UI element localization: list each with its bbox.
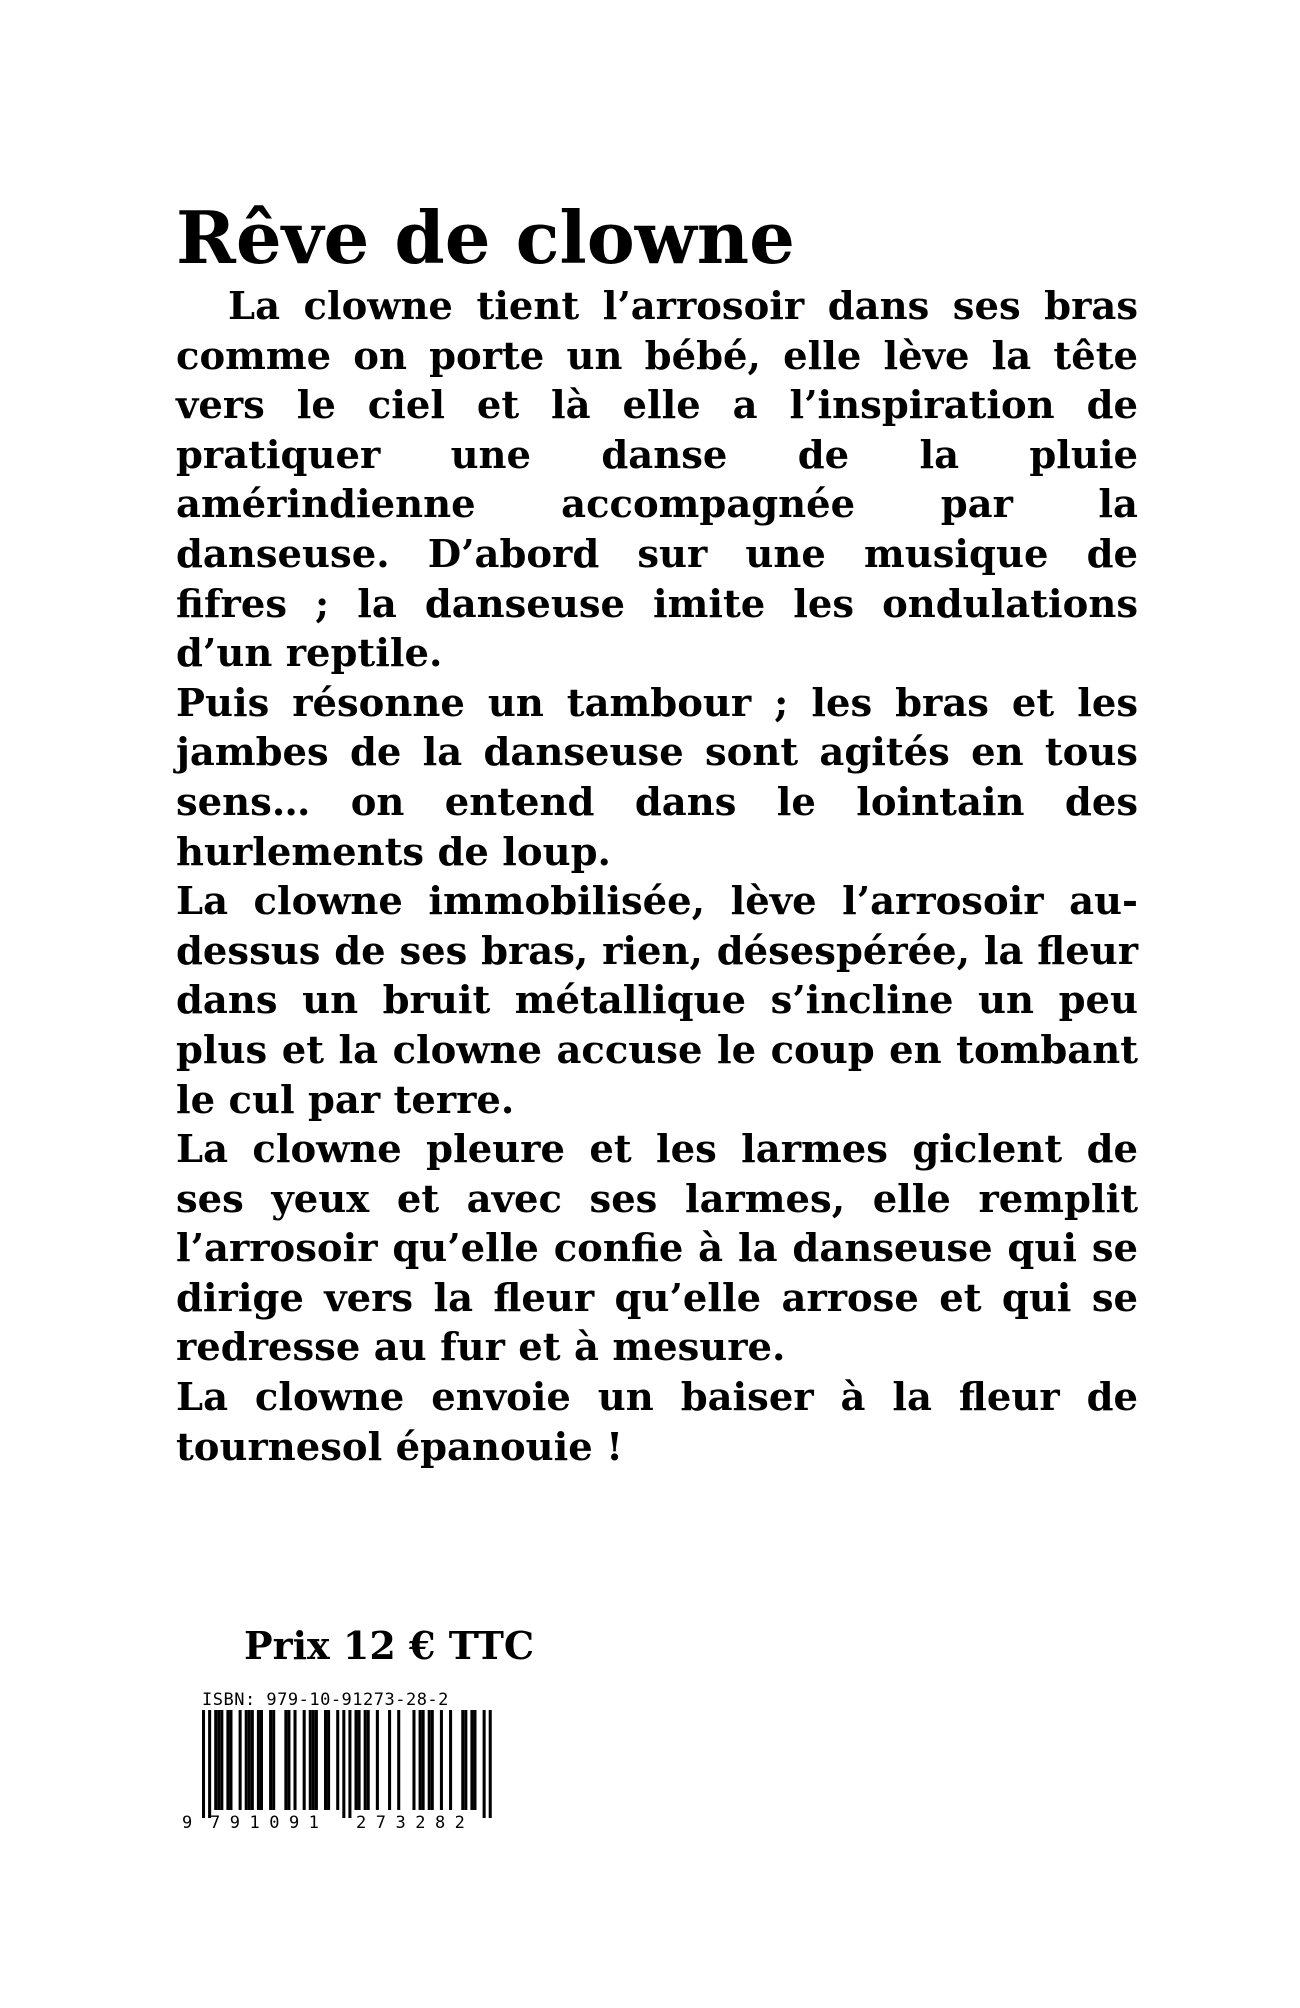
barcode-bar: [217, 1710, 220, 1810]
synopsis-paragraph-1: La clowne tient l’arrosoir dans ses bras comme on porte un bébé, elle lève la tête vers le ciel et là elle a l’inspiration de pratiquer une danse de la pluie amérindienne accompagnée par la danseuse. D’abord sur une musique de fifres ; la danseuse imite les ondulations d’un reptile.: [176, 284, 1138, 677]
barcode-bar: [257, 1710, 260, 1810]
barcode-bar: [248, 1710, 251, 1810]
barcode-bar: [272, 1710, 275, 1810]
book-title: Rêve de clowne: [176, 195, 795, 280]
barcode-bar: [309, 1710, 312, 1810]
barcode-bar: [269, 1710, 272, 1810]
barcode-bar: [461, 1710, 464, 1810]
barcode-bar: [473, 1710, 476, 1810]
barcode-bar: [449, 1710, 452, 1810]
synopsis-paragraph-4: La clowne pleure et les larmes giclent de ses yeux et avec ses larmes, elle remplit l’arrosoir qu’elle confie à la danseuse qui se dirige vers la fleur qu’elle arrose et qui se redresse au fur et à mesure.: [176, 1127, 1138, 1371]
barcode-bar: [464, 1710, 467, 1810]
barcode-digit-lead: 9: [182, 1813, 193, 1832]
barcode-bar: [208, 1710, 211, 1818]
barcode-bar: [367, 1710, 370, 1810]
barcode-bar: [202, 1710, 205, 1818]
barcode-bar: [239, 1710, 242, 1810]
barcode-bar: [294, 1710, 297, 1810]
barcode-bar: [324, 1710, 327, 1810]
barcode-bar: [440, 1710, 443, 1810]
synopsis-text: [176, 282, 1138, 1472]
barcode-bars: [202, 1710, 492, 1818]
barcode-bar: [312, 1710, 315, 1810]
barcode-bar: [315, 1710, 318, 1810]
barcode-bar: [220, 1710, 223, 1810]
barcode-bar: [397, 1710, 400, 1810]
barcode-digits-left: 791091: [210, 1813, 329, 1832]
barcode-bar: [358, 1710, 361, 1810]
synopsis-paragraph-2: Puis résonne un tambour ; les bras et les jambes de la danseuse sont agités en tous sens… on entend dans le lointain des hurlements de loup.: [176, 680, 1138, 875]
barcode-bar: [214, 1710, 217, 1810]
barcode-bar: [422, 1710, 425, 1810]
barcode-bar: [431, 1710, 434, 1810]
barcode-bar: [260, 1710, 263, 1810]
barcode-bar: [419, 1710, 422, 1810]
barcode-bar: [226, 1710, 229, 1810]
barcode-bar: [245, 1710, 248, 1810]
barcode-bar: [336, 1710, 339, 1810]
barcode-bar: [229, 1710, 232, 1810]
price-label: Prix 12 € TTC: [244, 1623, 535, 1668]
barcode-bar: [428, 1710, 431, 1810]
synopsis-paragraph-3: La clowne immobilisée, lève l’arrosoir au-dessus de ses bras, rien, désespérée, la fleur dans un bruit métallique s’incline un peu plus et la clowne accuse le coup en tombant le cul par terre.: [176, 879, 1138, 1123]
barcode-bar: [483, 1710, 486, 1818]
synopsis-paragraph-5: La clowne envoie un baiser à la fleur de tournesol épanouie !: [176, 1375, 1138, 1470]
barcode-bar: [376, 1710, 379, 1810]
isbn-barcode: [180, 1710, 516, 1832]
barcode-bar: [355, 1710, 358, 1810]
isbn-label: ISBN: 979-10-91273-28-2: [202, 1690, 449, 1710]
barcode-bar: [327, 1710, 330, 1810]
barcode-bar: [388, 1710, 391, 1810]
barcode-bar: [412, 1710, 415, 1810]
barcode-bar: [364, 1710, 367, 1810]
barcode-bar: [287, 1710, 290, 1810]
barcode-bar: [348, 1710, 351, 1818]
barcode-bar: [489, 1710, 492, 1818]
barcode-bar: [284, 1710, 287, 1810]
barcode-bar: [251, 1710, 254, 1810]
barcode-digits-right: 273282: [356, 1813, 475, 1832]
barcode-bar: [342, 1710, 345, 1818]
barcode-bar: [303, 1710, 306, 1810]
barcode-bar: [470, 1710, 473, 1810]
